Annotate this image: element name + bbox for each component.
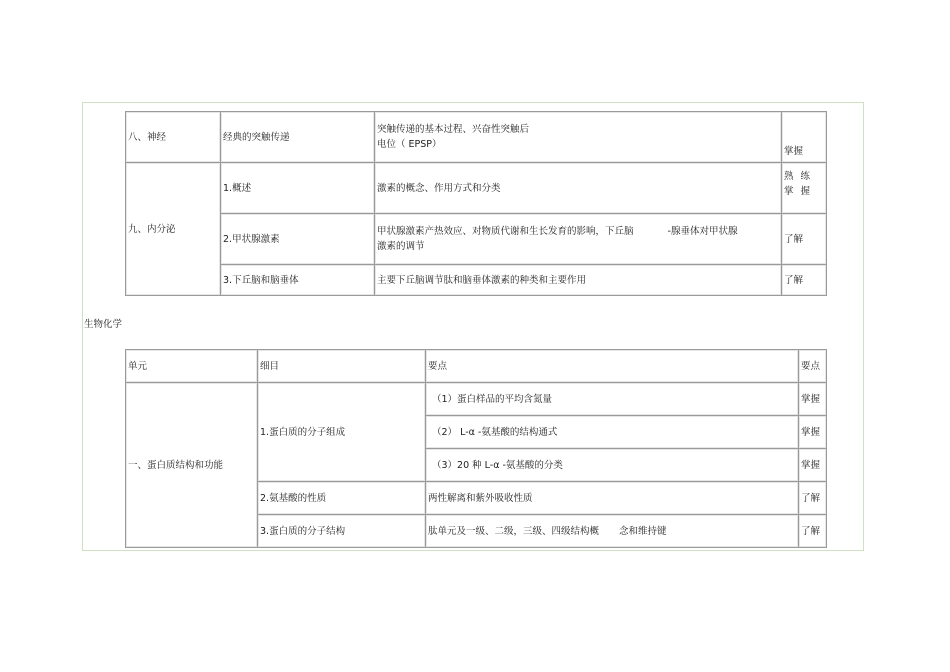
item-cell: 1.概述 xyxy=(221,163,375,214)
point-cell xyxy=(426,515,799,548)
item-cell: 1.蛋白质的分子组成 xyxy=(258,383,426,482)
point-text: 肽单元及一级、二级，三级、四级结构概 xyxy=(428,525,600,537)
point-cell xyxy=(375,112,782,163)
point-line: 电位（ EPSP） xyxy=(377,139,442,150)
level-cell: 了解 xyxy=(799,482,827,515)
table-row xyxy=(126,163,827,214)
item-cell: 3.蛋白质的分子结构 xyxy=(258,515,426,548)
table-row xyxy=(126,214,827,265)
point-cell: （2） L-α -氨基酸的结构通式 xyxy=(426,416,799,449)
point-cell: 两性解离和紫外吸收性质 xyxy=(426,482,799,515)
point-line xyxy=(377,224,779,239)
point-text: 甲状腺激素产热效应、对物质代谢和生长发育的影响，下丘脑 xyxy=(377,226,634,237)
table-row xyxy=(126,383,827,416)
point-cell xyxy=(375,214,782,265)
item-cell: 3.下丘脑和脑垂体 xyxy=(221,265,375,296)
section-title: 生物化学 xyxy=(84,319,123,330)
point-text: -腺垂体对甲状腺 xyxy=(667,226,738,237)
level-cell: 掌握 xyxy=(782,112,827,163)
item-cell: 2.甲状腺激素 xyxy=(221,214,375,265)
point-line: 突触传递的基本过程、兴奋性突触后 xyxy=(377,124,530,135)
table-row xyxy=(126,265,827,296)
table-row xyxy=(126,112,827,163)
level-cell: 掌握 xyxy=(799,383,827,416)
point-text: 念和维持键 xyxy=(619,525,667,537)
level-cell: 了解 xyxy=(782,265,827,296)
level-cell: 了解 xyxy=(782,214,827,265)
point-cell: （1）蛋白样品的平均含氮量 xyxy=(426,383,799,416)
header-point: 要点 xyxy=(426,350,799,383)
unit-cell: 八、神经 xyxy=(126,112,221,163)
header-level: 要点 xyxy=(799,350,827,383)
point-line: 激素的调节 xyxy=(377,241,425,252)
item-cell: 2.氨基酸的性质 xyxy=(258,482,426,515)
header-unit: 单元 xyxy=(126,350,258,383)
biochemistry-table xyxy=(125,349,827,548)
point-cell: 主要下丘脑调节肽和脑垂体激素的种类和主要作用 xyxy=(375,265,782,296)
level-cell: 掌握 xyxy=(799,416,827,449)
unit-cell: 九、内分泌 xyxy=(126,163,221,296)
unit-cell: 一、蛋白质结构和功能 xyxy=(126,383,258,548)
point-cell: （3）20 种 L-α -氨基酸的分类 xyxy=(426,449,799,482)
point-cell: 激素的概念、作用方式和分类 xyxy=(375,163,782,214)
item-cell: 经典的突触传递 xyxy=(221,112,375,163)
level-cell: 熟 练 掌 握 xyxy=(782,163,827,214)
header-item: 细目 xyxy=(258,350,426,383)
level-cell: 了解 xyxy=(799,515,827,548)
table-header-row xyxy=(126,350,827,383)
level-cell: 掌握 xyxy=(799,449,827,482)
physiology-table xyxy=(125,111,827,296)
